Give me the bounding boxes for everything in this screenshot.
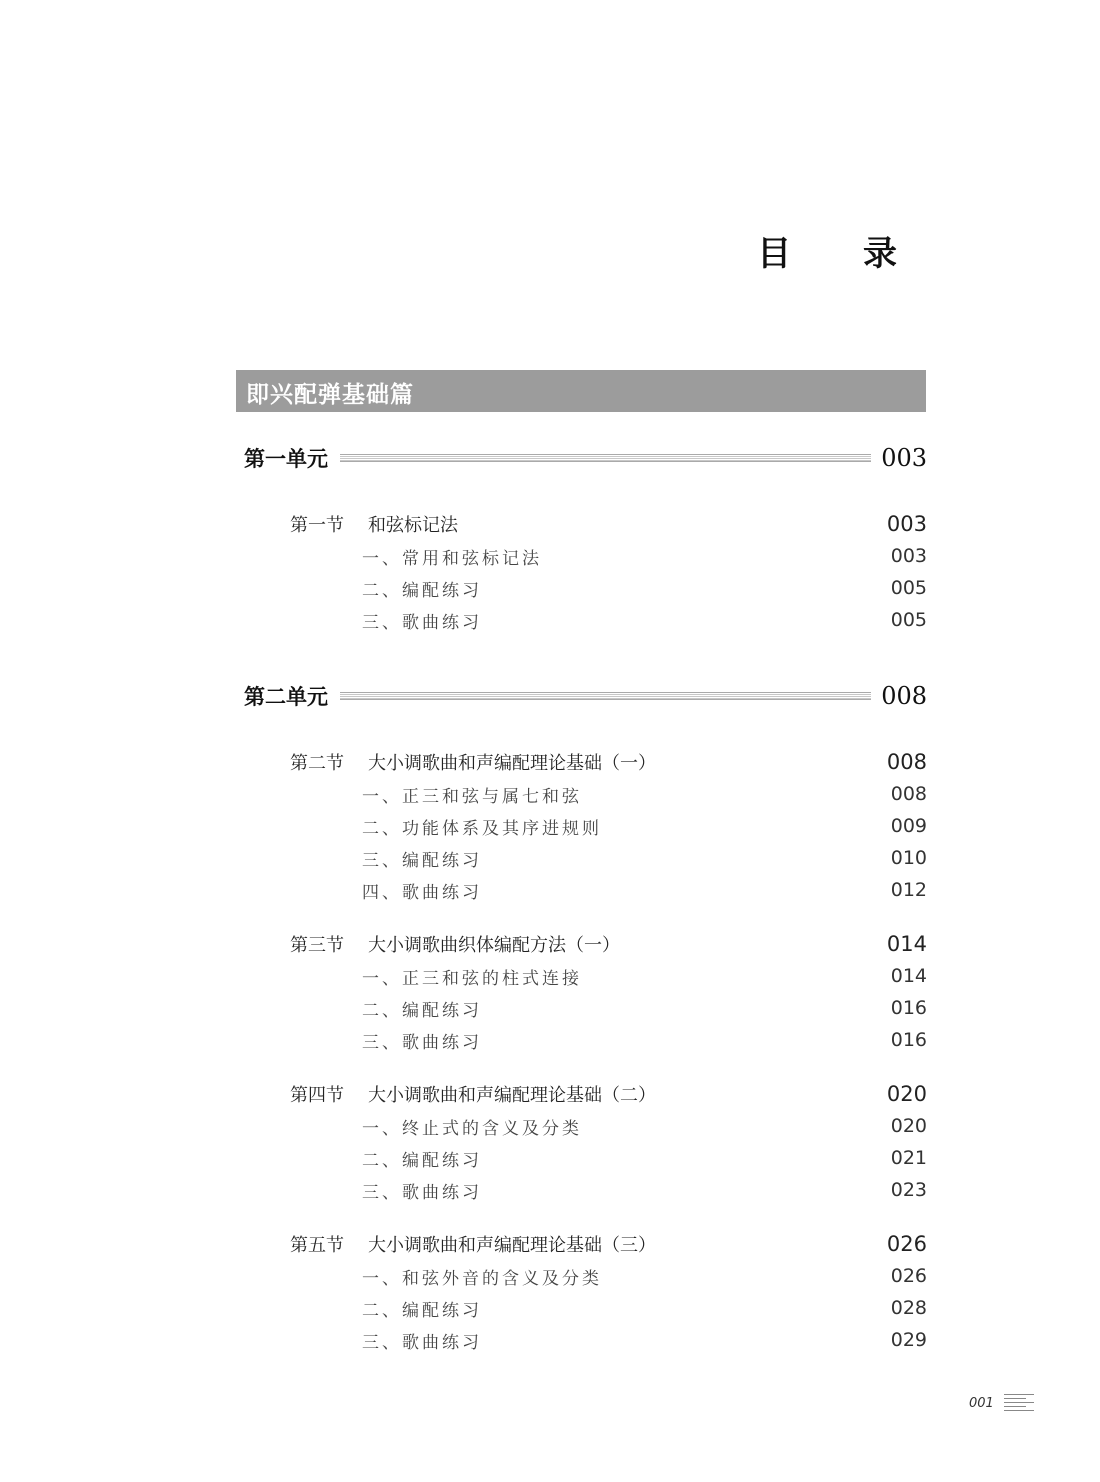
section-title: 大小调歌曲和声编配理论基础（三） bbox=[368, 1235, 656, 1256]
item-label: 一、和弦外音的含义及分类 bbox=[362, 1268, 602, 1289]
item-page: 009 bbox=[890, 815, 927, 837]
toc-item[interactable] bbox=[362, 812, 927, 840]
toc-item[interactable] bbox=[362, 1294, 927, 1322]
item-label: 二、编配练习 bbox=[362, 580, 482, 601]
toc-section-5[interactable] bbox=[290, 1229, 927, 1259]
item-page: 016 bbox=[890, 997, 927, 1019]
part-title: 即兴配弹基础篇 bbox=[246, 382, 414, 408]
item-label: 二、编配练习 bbox=[362, 1000, 482, 1021]
toc-item[interactable] bbox=[362, 1144, 927, 1172]
unit-leader-line bbox=[340, 454, 871, 462]
section-number: 第三节 bbox=[290, 935, 344, 956]
unit-title: 第一单元 bbox=[244, 446, 328, 471]
section-page: 020 bbox=[886, 1082, 927, 1106]
item-label: 一、终止式的含义及分类 bbox=[362, 1118, 582, 1139]
section-number: 第一节 bbox=[290, 515, 344, 536]
toc-unit-2[interactable] bbox=[244, 678, 927, 714]
section-page: 003 bbox=[886, 512, 927, 536]
toc-item[interactable] bbox=[362, 1326, 927, 1354]
part-banner bbox=[236, 370, 926, 412]
item-label: 二、功能体系及其序进规则 bbox=[362, 818, 602, 839]
section-number: 第四节 bbox=[290, 1085, 344, 1106]
item-label: 一、正三和弦的柱式连接 bbox=[362, 968, 582, 989]
item-label: 二、编配练习 bbox=[362, 1300, 482, 1321]
toc-item[interactable] bbox=[362, 1262, 927, 1290]
item-page: 005 bbox=[890, 577, 927, 599]
item-page: 005 bbox=[890, 609, 927, 631]
toc-item[interactable] bbox=[362, 1026, 927, 1054]
unit-leader-line bbox=[340, 692, 871, 700]
item-page: 003 bbox=[890, 545, 927, 567]
toc-item[interactable] bbox=[362, 1176, 927, 1204]
unit-page: 003 bbox=[881, 444, 927, 472]
item-label: 三、编配练习 bbox=[362, 850, 482, 871]
section-page: 008 bbox=[886, 750, 927, 774]
item-page: 014 bbox=[890, 965, 927, 987]
toc-section-1[interactable] bbox=[290, 509, 927, 539]
item-page: 029 bbox=[890, 1329, 927, 1351]
item-label: 三、歌曲练习 bbox=[362, 1032, 482, 1053]
item-label: 四、歌曲练习 bbox=[362, 882, 482, 903]
folio-decoration-icon bbox=[1004, 1394, 1034, 1416]
item-label: 一、正三和弦与属七和弦 bbox=[362, 786, 582, 807]
item-label: 三、歌曲练习 bbox=[362, 1182, 482, 1203]
toc-item[interactable] bbox=[362, 574, 927, 602]
section-page: 014 bbox=[886, 932, 927, 956]
toc-section-3[interactable] bbox=[290, 929, 927, 959]
toc-item[interactable] bbox=[362, 876, 927, 904]
toc-item[interactable] bbox=[362, 1112, 927, 1140]
toc-unit-1[interactable] bbox=[244, 440, 927, 476]
item-page: 010 bbox=[890, 847, 927, 869]
page-title: 目 录 bbox=[757, 234, 927, 274]
item-label: 二、编配练习 bbox=[362, 1150, 482, 1171]
section-title: 大小调歌曲和声编配理论基础（一） bbox=[368, 753, 656, 774]
page-number: 001 bbox=[969, 1396, 994, 1411]
item-page: 021 bbox=[890, 1147, 927, 1169]
section-title: 大小调歌曲和声编配理论基础（二） bbox=[368, 1085, 656, 1106]
unit-page: 008 bbox=[881, 682, 927, 710]
item-page: 012 bbox=[890, 879, 927, 901]
toc-item[interactable] bbox=[362, 962, 927, 990]
toc-item[interactable] bbox=[362, 606, 927, 634]
item-label: 一、常用和弦标记法 bbox=[362, 548, 542, 569]
section-number: 第五节 bbox=[290, 1235, 344, 1256]
item-label: 三、歌曲练习 bbox=[362, 1332, 482, 1353]
unit-title: 第二单元 bbox=[244, 684, 328, 709]
toc-section-2[interactable] bbox=[290, 747, 927, 777]
toc-section-4[interactable] bbox=[290, 1079, 927, 1109]
item-page: 020 bbox=[890, 1115, 927, 1137]
toc-item[interactable] bbox=[362, 844, 927, 872]
item-page: 026 bbox=[890, 1265, 927, 1287]
item-page: 008 bbox=[890, 783, 927, 805]
item-page: 023 bbox=[890, 1179, 927, 1201]
section-title: 和弦标记法 bbox=[368, 515, 458, 536]
item-page: 016 bbox=[890, 1029, 927, 1051]
toc-item[interactable] bbox=[362, 994, 927, 1022]
toc-item[interactable] bbox=[362, 780, 927, 808]
section-number: 第二节 bbox=[290, 753, 344, 774]
section-page: 026 bbox=[886, 1232, 927, 1256]
toc-item[interactable] bbox=[362, 542, 927, 570]
section-title: 大小调歌曲织体编配方法（一） bbox=[368, 935, 620, 956]
item-label: 三、歌曲练习 bbox=[362, 612, 482, 633]
item-page: 028 bbox=[890, 1297, 927, 1319]
